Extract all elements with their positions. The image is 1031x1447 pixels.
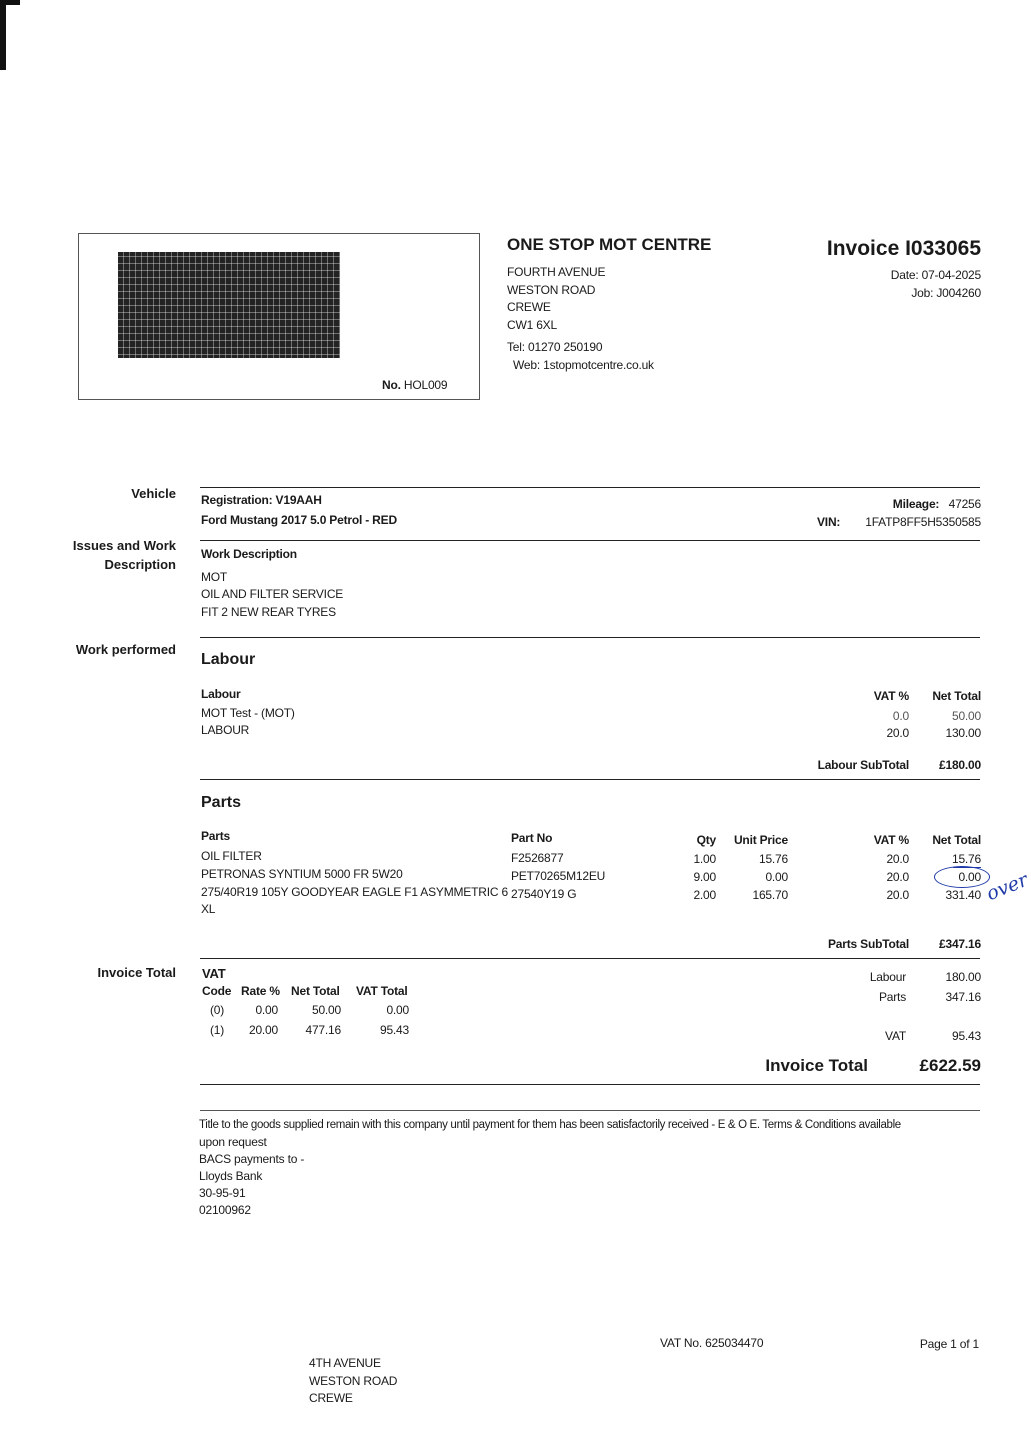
parts-row-net: 0.00 <box>958 870 981 884</box>
labour-col-vat: VAT % <box>873 689 909 703</box>
vat-row-code: (1) <box>210 1023 225 1037</box>
vin-label: VIN: <box>817 515 841 529</box>
invoice-total-value: £622.59 <box>919 1056 981 1075</box>
section-label-invoice-total: Invoice Total <box>97 965 176 980</box>
parts-row-net: 331.40 <box>945 888 981 902</box>
vat-header-rate: Rate % <box>241 984 280 998</box>
labour-col-net: Net Total <box>932 689 981 703</box>
section-label-issues: Issues and Work <box>72 538 176 553</box>
footer-address-line: 4TH AVENUE <box>309 1356 381 1370</box>
bank-name: Lloyds Bank <box>199 1169 263 1183</box>
vehicle-description: Ford Mustang 2017 5.0 Petrol - RED <box>201 513 397 527</box>
scan-edge-mark <box>0 0 6 70</box>
mileage-label: Mileage: <box>892 497 940 511</box>
company-address-line: WESTON ROAD <box>507 283 596 297</box>
divider <box>200 540 980 541</box>
labour-subtotal-value: £180.00 <box>939 758 981 772</box>
company-tel: Tel: 01270 250190 <box>507 340 603 354</box>
labour-title: Labour <box>201 651 256 668</box>
company-address-line: CW1 6XL <box>507 318 557 332</box>
bacs-label: BACS payments to - <box>199 1152 305 1166</box>
scan-edge-mark <box>0 0 20 5</box>
divider <box>200 958 980 959</box>
vin-value: 1FATP8FF5H5350585 <box>865 515 981 529</box>
labour-subtotal-label: Labour SubTotal <box>817 758 909 772</box>
account-number: 02100962 <box>199 1203 251 1217</box>
parts-subtotal-value: £347.16 <box>939 937 981 951</box>
mileage-value: 47256 <box>948 497 981 511</box>
vehicle-mileage <box>893 497 981 511</box>
work-description-line: FIT 2 NEW REAR TYRES <box>201 605 336 619</box>
parts-row-desc: OIL FILTER <box>201 849 262 863</box>
handwritten-circle <box>934 866 990 888</box>
section-label-issues: Description <box>104 557 176 572</box>
vat-row-rate: 0.00 <box>255 1003 278 1017</box>
vat-table-title: VAT <box>202 966 226 981</box>
labour-row-net: 50.00 <box>951 709 981 723</box>
divider <box>200 1084 980 1085</box>
vat-header-vat: VAT Total <box>356 984 408 998</box>
totals-labour-label: Labour <box>869 970 906 984</box>
labour-row-net: 130.00 <box>945 726 981 740</box>
invoice-title: Invoice I033065 <box>826 237 981 260</box>
parts-row-qty: 9.00 <box>693 870 716 884</box>
work-description-heading: Work Description <box>201 547 297 561</box>
vat-number: VAT No. 625034470 <box>660 1336 764 1350</box>
redacted-customer-address <box>118 252 340 358</box>
divider <box>200 779 980 780</box>
labour-row-vat: 0.0 <box>892 709 909 723</box>
vat-row-vat: 0.00 <box>386 1003 409 1017</box>
labour-row-vat: 20.0 <box>886 726 909 740</box>
vat-row-net: 477.16 <box>305 1023 341 1037</box>
parts-row-vat: 20.0 <box>886 852 909 866</box>
footer-address-line: WESTON ROAD <box>309 1374 398 1388</box>
parts-row-qty: 2.00 <box>693 888 716 902</box>
totals-parts-value: 347.16 <box>945 990 981 1004</box>
divider <box>200 1110 980 1111</box>
parts-col-header: Parts <box>201 829 231 843</box>
company-address-line: FOURTH AVENUE <box>507 265 606 279</box>
divider <box>200 637 980 638</box>
vat-row-rate: 20.00 <box>248 1023 278 1037</box>
terms-text: Title to the goods supplied remain with this company until payment for them has been satisfactorily received - E & O E. Terms & Conditions available <box>199 1119 901 1131</box>
vat-row-vat: 95.43 <box>379 1023 409 1037</box>
totals-parts-label: Parts <box>878 990 906 1004</box>
parts-row-net: 15.76 <box>951 852 981 866</box>
company-address-line: CREWE <box>507 300 551 314</box>
parts-row-unit: 15.76 <box>758 852 788 866</box>
vehicle-registration: Registration: V19AAH <box>201 493 322 507</box>
work-description-line: MOT <box>201 570 228 584</box>
invoice-date: Date: 07-04-2025 <box>890 268 981 282</box>
parts-row-desc-continued: XL <box>201 902 216 916</box>
reference-value: HOL009 <box>403 378 448 392</box>
parts-col-partno: Part No <box>511 831 553 845</box>
parts-row-qty: 1.00 <box>693 852 716 866</box>
parts-row-unit: 0.00 <box>765 870 788 884</box>
work-description-line: OIL AND FILTER SERVICE <box>201 587 344 601</box>
invoice-job: Job: J004260 <box>911 286 981 300</box>
parts-row-desc: PETRONAS SYNTIUM 5000 FR 5W20 <box>201 867 403 881</box>
footer-address-line: CREWE <box>309 1391 353 1405</box>
reference-label: No. <box>382 378 401 392</box>
vat-row-code: (0) <box>210 1003 225 1017</box>
parts-row-vat: 20.0 <box>886 888 909 902</box>
parts-row-unit: 165.70 <box>752 888 788 902</box>
terms-text: upon request <box>199 1135 267 1149</box>
parts-col-vat: VAT % <box>873 833 909 847</box>
vat-row-net: 50.00 <box>311 1003 341 1017</box>
company-name: ONE STOP MOT CENTRE <box>507 235 712 254</box>
parts-row-partno: F2526877 <box>511 851 564 865</box>
parts-col-unit: Unit Price <box>733 833 788 847</box>
company-web: Web: 1stopmotcentre.co.uk <box>513 358 654 372</box>
vat-header-net: Net Total <box>291 984 340 998</box>
reference-number <box>382 378 447 392</box>
sort-code: 30-95-91 <box>199 1186 246 1200</box>
page-number: Page 1 of 1 <box>919 1337 979 1351</box>
labour-col-header: Labour <box>201 687 241 701</box>
totals-labour-value: 180.00 <box>945 970 981 984</box>
parts-row-desc: 275/40R19 105Y GOODYEAR EAGLE F1 ASYMMETRIC 6 <box>201 885 508 899</box>
section-label-work-performed: Work performed <box>75 642 176 657</box>
parts-col-net: Net Total <box>932 833 981 847</box>
parts-subtotal-label: Parts SubTotal <box>828 937 909 951</box>
parts-row-partno: 27540Y19 G <box>511 887 577 901</box>
section-label-vehicle: Vehicle <box>131 486 176 501</box>
totals-vat-value: 95.43 <box>951 1029 981 1043</box>
handwritten-note: over <box>983 868 1031 906</box>
labour-row-desc: LABOUR <box>201 723 250 737</box>
vat-header-code: Code <box>202 984 232 998</box>
parts-row-vat: 20.0 <box>886 870 909 884</box>
totals-vat-label: VAT <box>885 1029 906 1043</box>
parts-title: Parts <box>201 794 242 811</box>
labour-row-desc: MOT Test - (MOT) <box>201 706 295 720</box>
divider <box>200 487 980 488</box>
parts-row-partno: PET70265M12EU <box>511 869 606 883</box>
parts-col-qty: Qty <box>696 833 716 847</box>
invoice-total-label: Invoice Total <box>765 1056 868 1075</box>
